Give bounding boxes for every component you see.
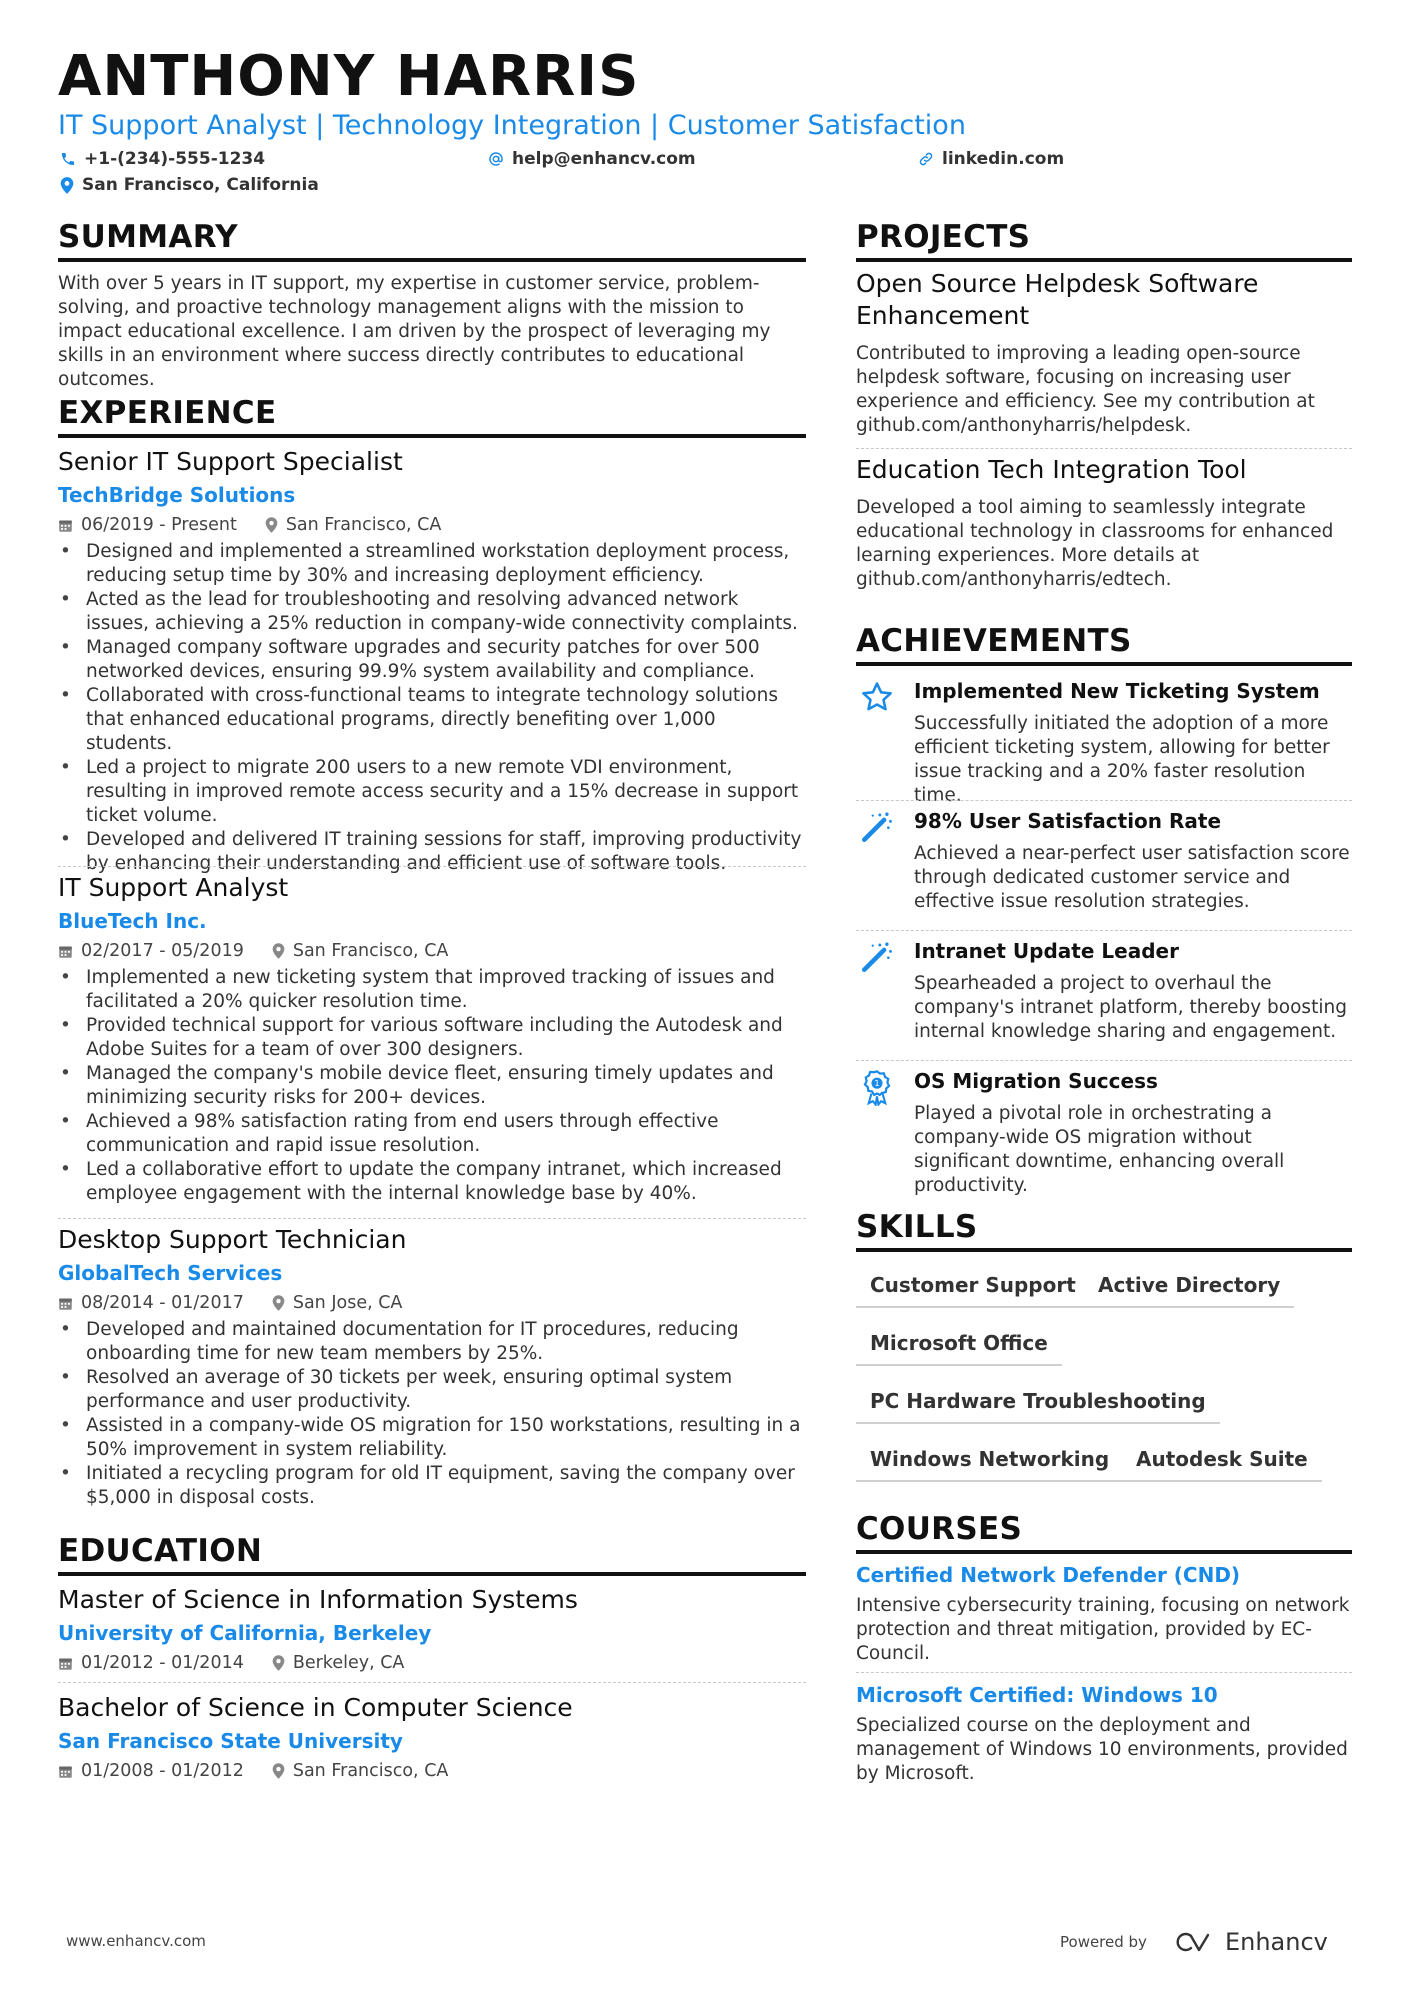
skill-tag: Customer Support xyxy=(856,1272,1090,1308)
bullet-item: • Led a project to migrate 200 users to a new remote VDI environment, resulting in improved remote access security and a 15% decrease in support ticket volume. xyxy=(58,756,806,828)
job-bullets xyxy=(58,966,806,1206)
job-location-text: San Jose, CA xyxy=(292,1293,403,1313)
school-name: San Francisco State University xyxy=(58,1729,403,1753)
bullet-item: • Designed and implemented a streamlined workstation deployment process, reducing setup time by 30% and increasing deployment efficiency. xyxy=(58,540,806,588)
job-company: GlobalTech Services xyxy=(58,1261,283,1285)
job-location xyxy=(265,514,442,536)
candidate-subtitle: IT Support Analyst | Technology Integration | Customer Satisfaction xyxy=(58,110,966,141)
calendar-icon xyxy=(58,518,73,533)
school-name: University of California, Berkeley xyxy=(58,1621,432,1645)
education-location-text: Berkeley, CA xyxy=(292,1653,405,1673)
course-entry xyxy=(856,1682,1352,1786)
calendar-icon xyxy=(58,944,73,959)
bullet-item: • Resolved an average of 30 tickets per week, ensuring optimal system performance and user productivity. xyxy=(58,1366,806,1414)
course-description: Intensive cybersecurity training, focusing on network protection and threat mitigation, provided by EC-Council. xyxy=(856,1595,1350,1664)
degree-title: Master of Science in Information Systems xyxy=(58,1585,578,1614)
divider xyxy=(58,866,806,867)
linkedin-text: linkedin.com xyxy=(942,149,1065,169)
achievement-title: OS Migration Success xyxy=(914,1069,1158,1093)
job-meta xyxy=(58,940,806,962)
job-entry xyxy=(58,1224,806,1510)
project-title: Education Tech Integration Tool xyxy=(856,455,1247,484)
divider xyxy=(58,1682,806,1683)
star-icon xyxy=(860,680,894,714)
magic-wand-icon xyxy=(860,810,894,844)
location-pin-icon xyxy=(272,943,285,959)
skill-tag: Autodesk Suite xyxy=(1122,1446,1322,1482)
job-location-text: San Francisco, CA xyxy=(292,941,449,961)
magic-wand-icon xyxy=(860,940,894,974)
divider xyxy=(58,1218,806,1219)
job-role: Senior IT Support Specialist xyxy=(58,447,403,476)
achievement-description: Played a pivotal role in orchestrating a company-wide OS migration without significant downtime, enhancing overall productivity. xyxy=(914,1103,1285,1196)
education-entry xyxy=(58,1692,806,1782)
contact-email[interactable] xyxy=(488,148,696,170)
link-icon xyxy=(918,151,934,167)
skill-tag: Active Directory xyxy=(1084,1272,1294,1308)
project-description: Contributed to improving a leading open-source helpdesk software, focusing on increasing user experience and efficiency. See my contribution at github.com/anthonyharris/helpdesk. xyxy=(856,343,1315,436)
education-heading: EDUCATION xyxy=(58,1532,806,1576)
degree-title: Bachelor of Science in Computer Science xyxy=(58,1693,573,1722)
achievement-title: Intranet Update Leader xyxy=(914,939,1179,963)
achievement-description: Achieved a near-perfect user satisfaction score through dedicated customer service and effective issue resolution strategies. xyxy=(914,843,1350,912)
contact-location xyxy=(60,174,319,196)
education-meta xyxy=(58,1760,806,1782)
summary-heading: SUMMARY xyxy=(58,218,806,262)
achievement-entry xyxy=(856,678,1352,808)
skills-heading: SKILLS xyxy=(856,1208,1352,1252)
bullet-item: • Provided technical support for various software including the Autodesk and Adobe Suites for a team of over 300 designers. xyxy=(58,1014,806,1062)
powered-by-label: Powered by xyxy=(1060,1933,1147,1951)
award-badge-icon xyxy=(860,1070,894,1106)
phone-text: +1-(234)-555-1234 xyxy=(84,149,266,169)
skill-tag: Windows Networking xyxy=(856,1446,1123,1482)
course-title: Certified Network Defender (CND) xyxy=(856,1563,1241,1587)
job-entry xyxy=(58,872,806,1206)
course-entry xyxy=(856,1562,1352,1666)
bullet-item: • Implemented a new ticketing system that improved tracking of issues and facilitated a 20% quicker resolution time. xyxy=(58,966,806,1014)
skill-tag: Microsoft Office xyxy=(856,1330,1062,1366)
skill-tag: PC Hardware Troubleshooting xyxy=(856,1388,1220,1424)
job-location xyxy=(272,1292,403,1314)
education-location xyxy=(272,1760,449,1782)
divider xyxy=(856,1672,1352,1673)
bullet-item: • Achieved a 98% satisfaction rating from end users through effective communication and rapid issue resolution. xyxy=(58,1110,806,1158)
footer-powered-by[interactable] xyxy=(1060,1928,1328,1956)
education-entry xyxy=(58,1584,806,1674)
job-dates: 02/2017 - 05/2019 xyxy=(81,941,244,961)
svg-text:1: 1 xyxy=(874,1078,880,1089)
achievement-entry xyxy=(856,1068,1352,1198)
location-pin-icon xyxy=(272,1295,285,1311)
job-role: Desktop Support Technician xyxy=(58,1225,407,1254)
divider xyxy=(856,930,1352,931)
education-location-text: San Francisco, CA xyxy=(292,1761,449,1781)
contact-phone xyxy=(60,148,265,170)
location-pin-icon xyxy=(265,517,278,533)
bullet-item: • Developed and delivered IT training sessions for staff, improving productivity by enhancing their understanding and efficient use of software tools. xyxy=(58,828,806,876)
contact-linkedin[interactable] xyxy=(918,148,1064,170)
enhancv-logo-icon xyxy=(1173,1931,1217,1953)
bullet-item: • Initiated a recycling program for old IT equipment, saving the company over $5,000 in disposal costs. xyxy=(58,1462,806,1510)
job-entry xyxy=(58,446,806,876)
job-location xyxy=(272,940,449,962)
projects-heading: PROJECTS xyxy=(856,218,1352,262)
bullet-item: • Managed the company's mobile device fleet, ensuring timely updates and minimizing security risks for 200+ devices. xyxy=(58,1062,806,1110)
job-company: BlueTech Inc. xyxy=(58,909,207,933)
summary-text: With over 5 years in IT support, my expertise in customer service, problem-solving, and proactive technology management aligns with the mission to impact educational excellence. I am driven by the prospect of leveraging my skills in an environment where success directly contributes to educational outcomes. xyxy=(58,273,771,390)
location-text: San Francisco, California xyxy=(82,175,319,195)
education-dates: 01/2008 - 01/2012 xyxy=(81,1761,244,1781)
job-bullets xyxy=(58,1318,806,1510)
calendar-icon xyxy=(58,1764,73,1779)
course-title: Microsoft Certified: Windows 10 xyxy=(856,1683,1218,1707)
achievement-entry xyxy=(856,938,1352,1044)
education-meta xyxy=(58,1652,806,1674)
achievement-description: Successfully initiated the adoption of a more efficient ticketing system, allowing for better issue tracking and a 20% faster resolution time. xyxy=(914,713,1330,806)
courses-heading: COURSES xyxy=(856,1510,1352,1554)
achievement-title: Implemented New Ticketing System xyxy=(914,679,1320,703)
experience-heading: EXPERIENCE xyxy=(58,394,806,438)
achievement-title: 98% User Satisfaction Rate xyxy=(914,809,1222,833)
course-description: Specialized course on the deployment and management of Windows 10 environments, provided by Microsoft. xyxy=(856,1715,1348,1784)
education-dates: 01/2012 - 01/2014 xyxy=(81,1653,244,1673)
email-text: help@enhancv.com xyxy=(512,149,696,169)
achievement-description: Spearheaded a project to overhaul the company's intranet platform, thereby boosting internal knowledge sharing and engagement. xyxy=(914,973,1347,1042)
phone-icon xyxy=(60,151,76,167)
project-description: Developed a tool aiming to seamlessly integrate educational technology in classrooms for enhanced learning experiences. More details at github.com/anthonyharris/edtech. xyxy=(856,497,1334,590)
education-location xyxy=(272,1652,405,1674)
achievements-heading: ACHIEVEMENTS xyxy=(856,622,1352,666)
bullet-item: • Managed company software upgrades and security patches for over 500 networked devices, ensuring 99.9% system availability and compliance. xyxy=(58,636,806,684)
calendar-icon xyxy=(58,1656,73,1671)
job-meta xyxy=(58,1292,806,1314)
bullet-item: • Developed and maintained documentation for IT procedures, reducing onboarding time for new team members by 25%. xyxy=(58,1318,806,1366)
footer-website[interactable]: www.enhancv.com xyxy=(66,1932,206,1950)
job-location-text: San Francisco, CA xyxy=(285,515,442,535)
project-entry xyxy=(856,454,1352,592)
location-pin-icon xyxy=(272,1655,285,1671)
job-bullets xyxy=(58,540,806,876)
calendar-icon xyxy=(58,1296,73,1311)
location-pin-icon xyxy=(60,177,74,194)
job-dates: 08/2014 - 01/2017 xyxy=(81,1293,244,1313)
job-role: IT Support Analyst xyxy=(58,873,289,902)
divider xyxy=(856,1060,1352,1061)
location-pin-icon xyxy=(272,1763,285,1779)
bullet-item: • Acted as the lead for troubleshooting and resolving advanced network issues, achieving a 25% reduction in company-wide connectivity complaints. xyxy=(58,588,806,636)
at-sign-icon xyxy=(488,151,504,167)
bullet-item: • Assisted in a company-wide OS migration for 150 workstations, resulting in a 50% improvement in system reliability. xyxy=(58,1414,806,1462)
project-title: Open Source Helpdesk Software Enhancement xyxy=(856,269,1259,330)
divider xyxy=(856,448,1352,449)
candidate-name: ANTHONY HARRIS xyxy=(58,44,640,109)
achievement-entry xyxy=(856,808,1352,914)
bullet-item: • Led a collaborative effort to update the company intranet, which increased employee engagement with the internal knowledge base by 40%. xyxy=(58,1158,806,1206)
brand-name: Enhancv xyxy=(1224,1928,1328,1956)
job-dates: 06/2019 - Present xyxy=(81,515,237,535)
job-company: TechBridge Solutions xyxy=(58,483,296,507)
divider xyxy=(856,800,1352,801)
bullet-item: • Collaborated with cross-functional teams to integrate technology solutions that enhanced educational programs, directly benefiting over 1,000 students. xyxy=(58,684,806,756)
project-entry xyxy=(856,268,1352,438)
job-meta xyxy=(58,514,806,536)
